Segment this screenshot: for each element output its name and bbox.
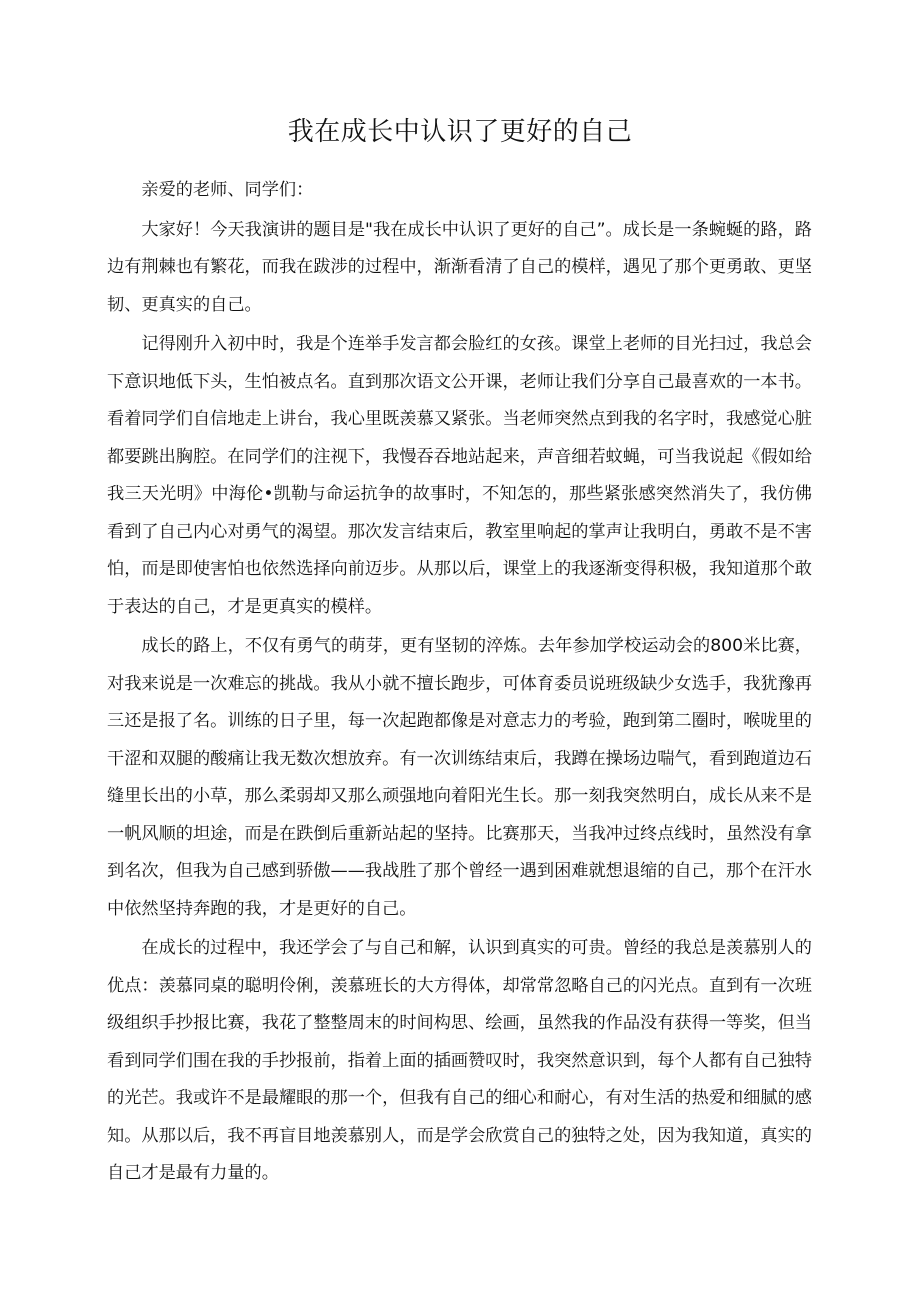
page-title: 我在成长中认识了更好的自己 <box>287 117 633 147</box>
paragraph-introduction: 大家好！今天我演讲的题目是"我在成长中认识了更好的自己”。成长是一条蜿蜒的路，路边有荆棘也有繁花，而我在跋涉的过程中，渐渐看清了自己的模样，遇见了那个更勇敢、更坚韧、更真实的自己。 <box>107 219 812 315</box>
paragraph-self-acceptance: 在成长的过程中，我还学会了与自己和解，认识到真实的可贵。曾经的我总是羡慕别人的优点：羡慕同桌的聪明伶俐，羡慕班长的大方得体，却常常忽略自己的闪光点。直到有一次班级组织手抄报比赛，我花了整整周末的时间构思、绘画，虽然我的作品没有获得一等奖，但当看到同学们围在我的手抄报前，指着上面的插画赞叹时，我突然意识到，每个人都有自己独特的光芒。我或许不是最耀眼的那一个，但我有自己的细心和耐心，有对生活的热爱和细腻的感知。从那以后，我不再盲目地羡慕别人，而是学会欣赏自己的独特之处，因为我知道，真实的自己才是最有力量的。 <box>107 938 812 1183</box>
paragraph-courage: 记得刚升入初中时，我是个连举手发言都会脸红的女孩。课堂上老师的目光扫过，我总会下意识地低下头，生怕被点名。直到那次语文公开课，老师让我们分享自己最喜欢的一本书。看着同学们自信地走上讲台，我心里既羡慕又紧张。当老师突然点到我的名字时，我感觉心脏都要跳出胸腔。在同学们的注视下，我慢吞吞地站起来，声音细若蚊蝇，可当我说起《假如给我三天光明》中海伦•凯勒与命运抗争的故事时，不知怎的，那些紧张感突然消失了，我仿佛看到了自己内心对勇气的渴望。那次发言结束后，教室里响起的掌声让我明白，勇敢不是不害怕，而是即使害怕也依然选择向前迈步。从那以后，课堂上的我逐渐变得积极，我知道那个敢于表达的自己，才是更真实的模样。 <box>107 334 812 617</box>
paragraph-salutation: 亲爱的老师、同学们： <box>141 180 314 200</box>
speech-body <box>107 172 812 1195</box>
paragraph-perseverance: 成长的路上，不仅有勇气的萌芽，更有坚韧的淬炼。去年参加学校运动会的800米比赛，对我来说是一次难忘的挑战。我从小就不擅长跑步，可体育委员说班级缺少女选手，我犹豫再三还是报了名。训练的日子里，每一次起跑都像是对意志力的考验，跑到第二圈时，喉咙里的干涩和双腿的酸痛让我无数次想放弃。有一次训练结束后，我蹲在操场边喘气，看到跑道边石缝里长出的小草，那么柔弱却又那么顽强地向着阳光生长。那一刻我突然明白，成长从来不是一帆风顺的坦途，而是在跌倒后重新站起的坚持。比赛那天，当我冲过终点线时，虽然没有拿到名次，但我为自己感到骄傲——我战胜了那个曾经一遇到困难就想退缩的自己，那个在汗水中依然坚持奔跑的我，才是更好的自己。 <box>107 636 812 919</box>
